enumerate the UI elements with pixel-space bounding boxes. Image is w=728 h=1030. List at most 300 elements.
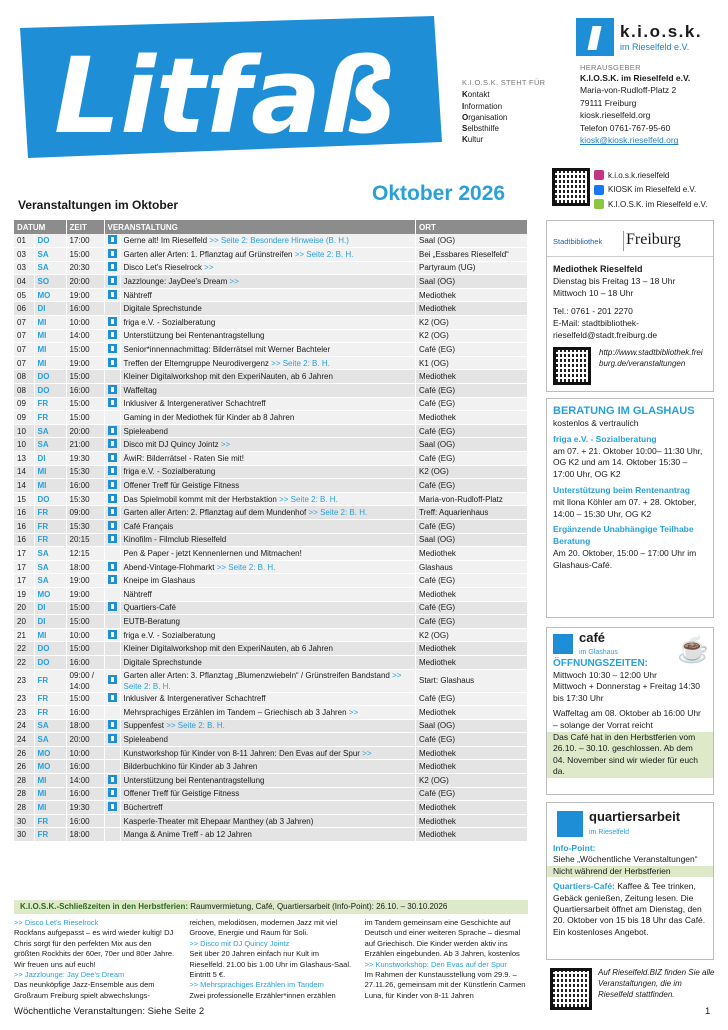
instagram-link[interactable]: k.i.o.s.k.rieselfeld xyxy=(552,168,727,183)
icon-cell xyxy=(104,465,120,479)
icon-cell xyxy=(104,828,120,842)
table-row xyxy=(14,615,528,629)
date-cell: 28 xyxy=(14,787,34,801)
page-number: 1 xyxy=(705,1006,711,1017)
time-cell: 15:00 xyxy=(66,601,104,615)
date-cell: 09 xyxy=(14,411,34,425)
event-title: Das Spielmobil kommt mit der Herbstaktion xyxy=(123,494,280,504)
weekday-cell: FR xyxy=(34,506,66,520)
weekday-cell: MI xyxy=(34,774,66,788)
kiosk-icon xyxy=(108,734,117,743)
event-cell xyxy=(120,706,416,720)
icon-cell xyxy=(104,384,120,398)
location-cell: Mediothek xyxy=(416,746,528,760)
event-link[interactable]: >> Seite 2: B. H. xyxy=(123,670,402,691)
legend-item: Kontakt xyxy=(462,90,490,100)
publisher-email-link[interactable]: kiosk@kiosk.rieselfeld.org xyxy=(580,135,679,146)
event-title: Gerne alt! Im Rieselfeld xyxy=(123,236,210,246)
event-title: EUTB-Beratung xyxy=(123,616,180,626)
event-cell xyxy=(120,774,416,788)
weekday-cell: MI xyxy=(34,787,66,801)
location-cell: Treff: Aquarienhaus xyxy=(416,506,528,520)
date-cell: 28 xyxy=(14,801,34,815)
date-cell: 05 xyxy=(14,288,34,302)
location-cell: Café (EG) xyxy=(416,479,528,493)
icon-cell xyxy=(104,234,120,248)
date-cell: 16 xyxy=(14,506,34,520)
time-cell: 20:00 xyxy=(66,275,104,289)
month-title: Oktober 2026 xyxy=(372,182,506,205)
event-title: Kinofilm - Filmclub Rieselfeld xyxy=(123,535,227,545)
time-cell: 16:00 xyxy=(66,302,104,316)
date-cell: 23 xyxy=(14,692,34,706)
location-cell: Café (EG) xyxy=(416,574,528,588)
icon-cell xyxy=(104,479,120,493)
event-link[interactable]: >> xyxy=(229,277,239,287)
location-cell: Saal (OG) xyxy=(416,275,528,289)
time-cell: 15:00 xyxy=(66,397,104,411)
event-cell xyxy=(120,787,416,801)
date-cell: 26 xyxy=(14,760,34,774)
weekday-cell: MO xyxy=(34,760,66,774)
event-title: Kleiner Digitalworkshop mit den ExperiNauten, ab 6 Jahren xyxy=(123,372,333,382)
event-cell xyxy=(120,615,416,629)
event-cell xyxy=(120,479,416,493)
date-cell: 30 xyxy=(14,814,34,828)
table-row xyxy=(14,828,528,842)
time-cell: 15:00 xyxy=(66,370,104,384)
event-title: Manga & Anime Treff - ab 12 Jahren xyxy=(123,830,252,840)
table-row xyxy=(14,801,528,815)
icon-cell xyxy=(104,275,120,289)
icon-cell xyxy=(104,316,120,330)
table-row xyxy=(14,343,528,357)
table-row xyxy=(14,316,528,330)
footer-col: >> Disco Let's Rieselrock Rockfans aufgepasst – es wird wieder kultig! DJ Chris sorgt für den perfekten Mix aus den größten Rockhits der 60er, 70er und 80er Jahre. Wir freuen uns auf euch! >> Jazzlounge: Jay Dee's Dream Das neunköpfige Jazz-Ensemble aus dem Großraum Freiburg spielt abwechslungs- xyxy=(14,918,175,1000)
kiosk-icon xyxy=(108,398,117,407)
legend-item: Kultur xyxy=(462,135,484,145)
time-cell: 18:00 xyxy=(66,828,104,842)
time-cell: 10:00 xyxy=(66,628,104,642)
time-cell: 15:00 xyxy=(66,248,104,262)
location-cell: Maria-von-Rudloff-Platz xyxy=(416,492,528,506)
kiosk-icon xyxy=(108,521,117,530)
icon-cell xyxy=(104,547,120,561)
event-link[interactable]: >> Seite 2: Besondere Hinweise (B. H.) xyxy=(209,236,349,246)
time-cell: 18:00 xyxy=(66,719,104,733)
event-title: ÄwiR: Bilderrätsel - Raten Sie mit! xyxy=(123,453,244,463)
location-cell: Saal (OG) xyxy=(416,533,528,547)
event-cell xyxy=(120,519,416,533)
kiosk-icon xyxy=(108,249,117,258)
time-cell: 15:00 xyxy=(66,615,104,629)
date-cell: 17 xyxy=(14,574,34,588)
masthead-title: Litfaß xyxy=(54,35,396,157)
location-cell: K2 (OG) xyxy=(416,774,528,788)
event-title: Kneipe im Glashaus xyxy=(123,576,196,586)
icon-cell xyxy=(104,628,120,642)
footer-descriptions xyxy=(14,918,528,1001)
date-cell: 01 xyxy=(14,234,34,248)
weekday-cell: DO xyxy=(34,492,66,506)
weekday-cell: FR xyxy=(34,519,66,533)
table-row xyxy=(14,787,528,801)
time-cell: 16:00 xyxy=(66,787,104,801)
event-cell xyxy=(120,547,416,561)
location-cell: Glashaus xyxy=(416,560,528,574)
qr-code-icon xyxy=(552,168,590,206)
event-title: Gaming in der Mediothek für Kinder ab 8 Jahren xyxy=(123,413,295,423)
qr-code-icon xyxy=(553,347,591,385)
event-link[interactable]: >> xyxy=(348,707,359,717)
event-cell xyxy=(120,628,416,642)
event-title: Spieleabend xyxy=(123,735,168,745)
icon-cell xyxy=(104,655,120,669)
date-cell: 22 xyxy=(14,642,34,656)
icon-cell xyxy=(104,801,120,815)
weekday-cell: FR xyxy=(34,706,66,720)
event-link[interactable]: >> Seite 2: B. H. xyxy=(279,494,338,504)
time-cell: 12:15 xyxy=(66,547,104,561)
time-cell: 19:30 xyxy=(66,801,104,815)
table-row xyxy=(14,479,528,493)
location-cell: Café (EG) xyxy=(416,452,528,466)
event-title: Disco Let's Rieselrock xyxy=(123,263,205,273)
time-cell: 15:00 xyxy=(66,411,104,425)
kiosk-icon xyxy=(108,426,117,435)
date-cell: 08 xyxy=(14,384,34,398)
weekday-cell: MI xyxy=(34,356,66,370)
kiosk-icon xyxy=(108,802,117,811)
kiosk-legend: K.I.O.S.K. STEHT FÜR Kontakt Information Organisation Selbsthilfe Kultur xyxy=(462,77,572,146)
table-row xyxy=(14,329,528,343)
kiosk-icon xyxy=(108,276,117,285)
icon-cell xyxy=(104,370,120,384)
event-title: Kasperle-Theater mit Ehepaar Manthey (ab 3 Jahren) xyxy=(123,816,314,826)
icon-cell xyxy=(104,438,120,452)
weekday-cell: FR xyxy=(34,397,66,411)
table-row xyxy=(14,397,528,411)
time-cell: 15:00 xyxy=(66,692,104,706)
table-row xyxy=(14,669,528,692)
footer-col: reichen, melodiösen, modernen Jazz mit viel Groove, Energie und Raum für Soli. >> Disco mit DJ Quincy Jointz Seit über 20 Jahren einfach nur Kult im Rieselfeld. 21.00 bis 1.00 Uhr im Glashaus-Saal. Eintritt 5 €. >> Mehrsprachiges Erzählen im Tandem Zwei professionelle Erzähler*innen erzählen xyxy=(189,918,352,1000)
weekday-cell: SA xyxy=(34,560,66,574)
kiosk-icon xyxy=(108,693,117,702)
event-link[interactable]: >> xyxy=(220,440,231,450)
location-cell: Mediothek xyxy=(416,801,528,815)
table-row xyxy=(14,601,528,615)
location-cell: Mediothek xyxy=(416,302,528,316)
location-cell: Café (EG) xyxy=(416,692,528,706)
kiosk-icon xyxy=(108,630,117,639)
icon-cell xyxy=(104,302,120,316)
event-title: Offener Treff für Geistige Fitness xyxy=(123,480,240,490)
event-link[interactable]: >> Seite 2: B. H. xyxy=(294,249,354,259)
date-cell: 20 xyxy=(14,615,34,629)
facebook-link[interactable]: KIOSK im Rieselfeld e.V. xyxy=(552,183,727,198)
location-cell: Mediothek xyxy=(416,642,528,656)
event-cell xyxy=(120,642,416,656)
date-cell: 26 xyxy=(14,746,34,760)
weekday-cell: MI xyxy=(34,801,66,815)
location-cell: Partyraum (UG) xyxy=(416,261,528,275)
icon-cell xyxy=(104,343,120,357)
kiosk-icon xyxy=(108,534,117,543)
weekday-cell: DO xyxy=(34,655,66,669)
weekday-cell: SA xyxy=(34,248,66,262)
table-row xyxy=(14,506,528,520)
location-cell: Mediothek xyxy=(416,587,528,601)
event-cell xyxy=(120,316,416,330)
event-cell xyxy=(120,601,416,615)
table-row xyxy=(14,275,528,289)
event-title: Garten aller Arten: 2. Pflanztag auf dem Mundenhof xyxy=(123,508,309,518)
qr-code-icon xyxy=(550,968,592,1010)
table-header: DATUM ZEIT VERANSTALTUNG ORT xyxy=(14,220,528,234)
kiosk-icon xyxy=(108,562,117,571)
icon-cell xyxy=(104,329,120,343)
icon-cell xyxy=(104,615,120,629)
date-cell: 19 xyxy=(14,587,34,601)
event-cell xyxy=(120,692,416,706)
date-cell: 17 xyxy=(14,560,34,574)
event-title: Bilderbuchkino für Kinder ab 3 Jahren xyxy=(123,762,258,772)
weekday-cell: SO xyxy=(34,275,66,289)
kiosk-icon xyxy=(108,788,117,797)
event-cell xyxy=(120,438,416,452)
location-cell: Café (EG) xyxy=(416,787,528,801)
event-title: Mehrsprachiges Erzählen im Tandem – Griechisch ab 3 Jahren xyxy=(123,707,349,717)
quartier-box: quartiersarbeit im Rieselfeld Info-Point: Siehe „Wöchentliche Veranstaltungen“ Nicht während der Herbstferien Quartiers-Café: Kaffee & Tee trinken, Gebäck genießen, Zeitung lesen. Die Quartiersarbeit öffnet am Dienstag, den 20. Oktober von 15 bis 18 Uhr das Café. Ein kostenloses Angebot. xyxy=(546,802,714,960)
table-row xyxy=(14,370,528,384)
event-cell xyxy=(120,234,416,248)
time-cell: 16:00 xyxy=(66,760,104,774)
time-cell: 16:00 xyxy=(66,655,104,669)
event-cell xyxy=(120,760,416,774)
date-cell: 15 xyxy=(14,492,34,506)
weekday-cell: FR xyxy=(34,533,66,547)
event-cell xyxy=(120,370,416,384)
website-link[interactable]: K.I.O.S.K. im Rieselfeld e.V. xyxy=(552,197,727,212)
date-cell: 24 xyxy=(14,733,34,747)
weekday-cell: SA xyxy=(34,733,66,747)
kiosk-icon xyxy=(108,466,117,475)
table-row xyxy=(14,302,528,316)
weekday-cell: DI xyxy=(34,601,66,615)
event-cell xyxy=(120,814,416,828)
weekday-cell: FR xyxy=(34,411,66,425)
date-cell: 07 xyxy=(14,356,34,370)
event-title: friga e.V. - Sozialberatung xyxy=(123,630,216,640)
location-cell: Bei „Essbares Rieselfeld“ xyxy=(416,248,528,262)
event-title: Garten aller Arten: 3. Pflanztag „Blumenzwiebeln“ / Grünstreifen Bandstand xyxy=(123,670,393,680)
library-url-link[interactable]: http://www.stadtbibliothek.freiburg.de/veranstaltungen xyxy=(599,348,703,368)
icon-cell xyxy=(104,774,120,788)
date-cell: 10 xyxy=(14,438,34,452)
kiosk-icon xyxy=(108,385,117,394)
publisher-web-link[interactable]: kiosk.rieselfeld.org xyxy=(580,110,651,121)
table-row xyxy=(14,746,528,760)
event-cell xyxy=(120,574,416,588)
location-cell: Saal (OG) xyxy=(416,234,528,248)
weekday-cell: MI xyxy=(34,465,66,479)
icon-cell xyxy=(104,719,120,733)
weekday-cell: FR xyxy=(34,692,66,706)
weekday-cell: MI xyxy=(34,479,66,493)
event-cell xyxy=(120,343,416,357)
icon-cell xyxy=(104,533,120,547)
icon-cell xyxy=(104,692,120,706)
icon-cell xyxy=(104,424,120,438)
event-title: Nähtreff xyxy=(123,290,152,300)
table-row xyxy=(14,547,528,561)
table-row xyxy=(14,719,528,733)
time-cell: 19:00 xyxy=(66,356,104,370)
date-cell: 16 xyxy=(14,533,34,547)
weekday-cell: SA xyxy=(34,547,66,561)
table-row xyxy=(14,642,528,656)
event-link[interactable]: >> Seite 2: B. H. xyxy=(271,358,330,368)
time-cell: 20:30 xyxy=(66,261,104,275)
location-cell: Café (EG) xyxy=(416,397,528,411)
event-title: Quartiers-Café xyxy=(123,603,176,613)
event-link[interactable]: >> Seite 2: B. H. xyxy=(308,508,368,518)
table-row xyxy=(14,560,528,574)
table-row xyxy=(14,774,528,788)
weekday-cell: MO xyxy=(34,288,66,302)
date-cell: 14 xyxy=(14,479,34,493)
event-cell xyxy=(120,506,416,520)
time-cell: 09:00 xyxy=(66,506,104,520)
section-title: Veranstaltungen im Oktober xyxy=(18,198,179,212)
event-title: Treffen der Elterngruppe Neurodivergenz xyxy=(123,358,272,368)
kiosk-icon xyxy=(108,480,117,489)
event-title: Inklusiver & Intergenerativer Schachtreff xyxy=(123,399,266,409)
time-cell: 14:00 xyxy=(66,329,104,343)
location-cell: Saal (OG) xyxy=(416,719,528,733)
weekday-cell: DO xyxy=(34,642,66,656)
date-cell: 08 xyxy=(14,370,34,384)
weekday-cell: MI xyxy=(34,343,66,357)
table-row xyxy=(14,452,528,466)
time-cell: 16:00 xyxy=(66,706,104,720)
icon-cell xyxy=(104,397,120,411)
location-cell: Mediothek xyxy=(416,288,528,302)
kiosk-icon xyxy=(108,575,117,584)
location-cell: Café (EG) xyxy=(416,343,528,357)
coffee-cup-icon: ☕ xyxy=(677,634,710,664)
time-cell: 16:00 xyxy=(66,384,104,398)
event-link[interactable]: >> Seite 2: B. H. xyxy=(166,721,225,731)
event-cell xyxy=(120,424,416,438)
location-cell: Mediothek xyxy=(416,760,528,774)
time-cell: 20:15 xyxy=(66,533,104,547)
footer-line: Wöchentliche Veranstaltungen: Siehe Seite 2 xyxy=(14,1006,205,1017)
table-row xyxy=(14,261,528,275)
event-title: Spieleabend xyxy=(123,426,168,436)
instagram-icon xyxy=(594,170,604,180)
closure-notice: K.I.O.S.K.-Schließzeiten in den Herbstferien: Raumvermietung, Café, Quartiersarbeit (Info-Point): 26.10. – 30.10.2026 xyxy=(14,900,528,914)
location-cell: K2 (OG) xyxy=(416,628,528,642)
date-cell: 03 xyxy=(14,261,34,275)
table-row xyxy=(14,248,528,262)
date-cell: 24 xyxy=(14,719,34,733)
event-title: Unterstützung bei Rentenantragstellung xyxy=(123,331,265,341)
date-cell: 07 xyxy=(14,343,34,357)
event-cell xyxy=(120,465,416,479)
icon-cell xyxy=(104,492,120,506)
weekday-cell: MI xyxy=(34,329,66,343)
kiosk-icon xyxy=(108,453,117,462)
weekday-cell: DI xyxy=(34,452,66,466)
time-cell: 19:00 xyxy=(66,574,104,588)
table-row xyxy=(14,384,528,398)
library-email-link[interactable]: rieselfeld@stadt.freiburg.de xyxy=(553,330,658,340)
event-title: Kleiner Digitalworkshop mit den ExperiNauten, ab 6 Jahren xyxy=(123,644,333,654)
event-title: Senior*innennachmittag: Bilderrätsel mit Werner Bachteler xyxy=(123,345,331,355)
event-cell xyxy=(120,261,416,275)
time-cell: 15:30 xyxy=(66,519,104,533)
time-cell: 10:00 xyxy=(66,746,104,760)
event-cell xyxy=(120,801,416,815)
event-link[interactable]: >> Seite 2: B. H. xyxy=(216,562,276,572)
weekday-cell: DO xyxy=(34,234,66,248)
icon-cell xyxy=(104,288,120,302)
time-cell: 20:00 xyxy=(66,424,104,438)
kiosk-logo-icon xyxy=(557,811,583,837)
kiosk-logo-icon xyxy=(553,634,573,654)
event-cell xyxy=(120,719,416,733)
kiosk-icon xyxy=(108,507,117,516)
time-cell: 20:00 xyxy=(66,733,104,747)
globe-icon xyxy=(594,199,604,209)
kiosk-icon xyxy=(108,235,117,244)
time-cell: 19:30 xyxy=(66,452,104,466)
time-cell: 17:00 xyxy=(66,234,104,248)
weekday-cell: SA xyxy=(34,438,66,452)
event-cell xyxy=(120,329,416,343)
weekday-cell: FR xyxy=(34,669,66,692)
event-title: Inklusiver & Intergenerativer Schachtreff xyxy=(123,694,266,704)
event-title: Pen & Paper - jetzt Kennenlernen und Mitmachen! xyxy=(123,548,302,558)
icon-cell xyxy=(104,787,120,801)
time-cell: 16:00 xyxy=(66,814,104,828)
event-cell xyxy=(120,533,416,547)
location-cell: K2 (OG) xyxy=(416,329,528,343)
event-link[interactable]: >> xyxy=(204,263,214,273)
time-cell: 18:00 xyxy=(66,560,104,574)
event-title: Disco mit DJ Quincy Jointz xyxy=(123,440,221,450)
icon-cell xyxy=(104,248,120,262)
location-cell: K2 (OG) xyxy=(416,316,528,330)
litfass-logo xyxy=(14,14,454,164)
event-cell xyxy=(120,397,416,411)
icon-cell xyxy=(104,733,120,747)
event-link[interactable]: >> xyxy=(362,748,372,758)
event-cell xyxy=(120,411,416,425)
table-row xyxy=(14,760,528,774)
event-title: Kunstworkshop für Kinder von 8-11 Jahren: Den Evas auf der Spur xyxy=(123,748,363,758)
table-row xyxy=(14,814,528,828)
legend-item: Information xyxy=(462,101,503,111)
table-row xyxy=(14,706,528,720)
time-cell: 15:30 xyxy=(66,465,104,479)
counselling-box: BERATUNG IM GLASHAUS kostenlos & vertraulich friga e.V. - Sozialberatung am 07. + 21. Oktober 10:00– 11:30 Uhr, OG K2 und am 14. Oktober 15:30 – 17:00 Uhr, OG K2 Unterstützung beim Rentenantrag mit Ilona Köhler am 07. + 28. Oktober, 14:00 – 15:30 Uhr, OG K2 Ergänzende Unabhängige Teilhabe Beratung Am 20. Oktober, 15:00 – 17:00 Uhr im Glashaus-Café. xyxy=(546,398,714,618)
date-cell: 07 xyxy=(14,316,34,330)
icon-cell xyxy=(104,669,120,692)
table-row xyxy=(14,438,528,452)
event-title: Jazzlounge: JayDee's Dream xyxy=(123,277,230,287)
